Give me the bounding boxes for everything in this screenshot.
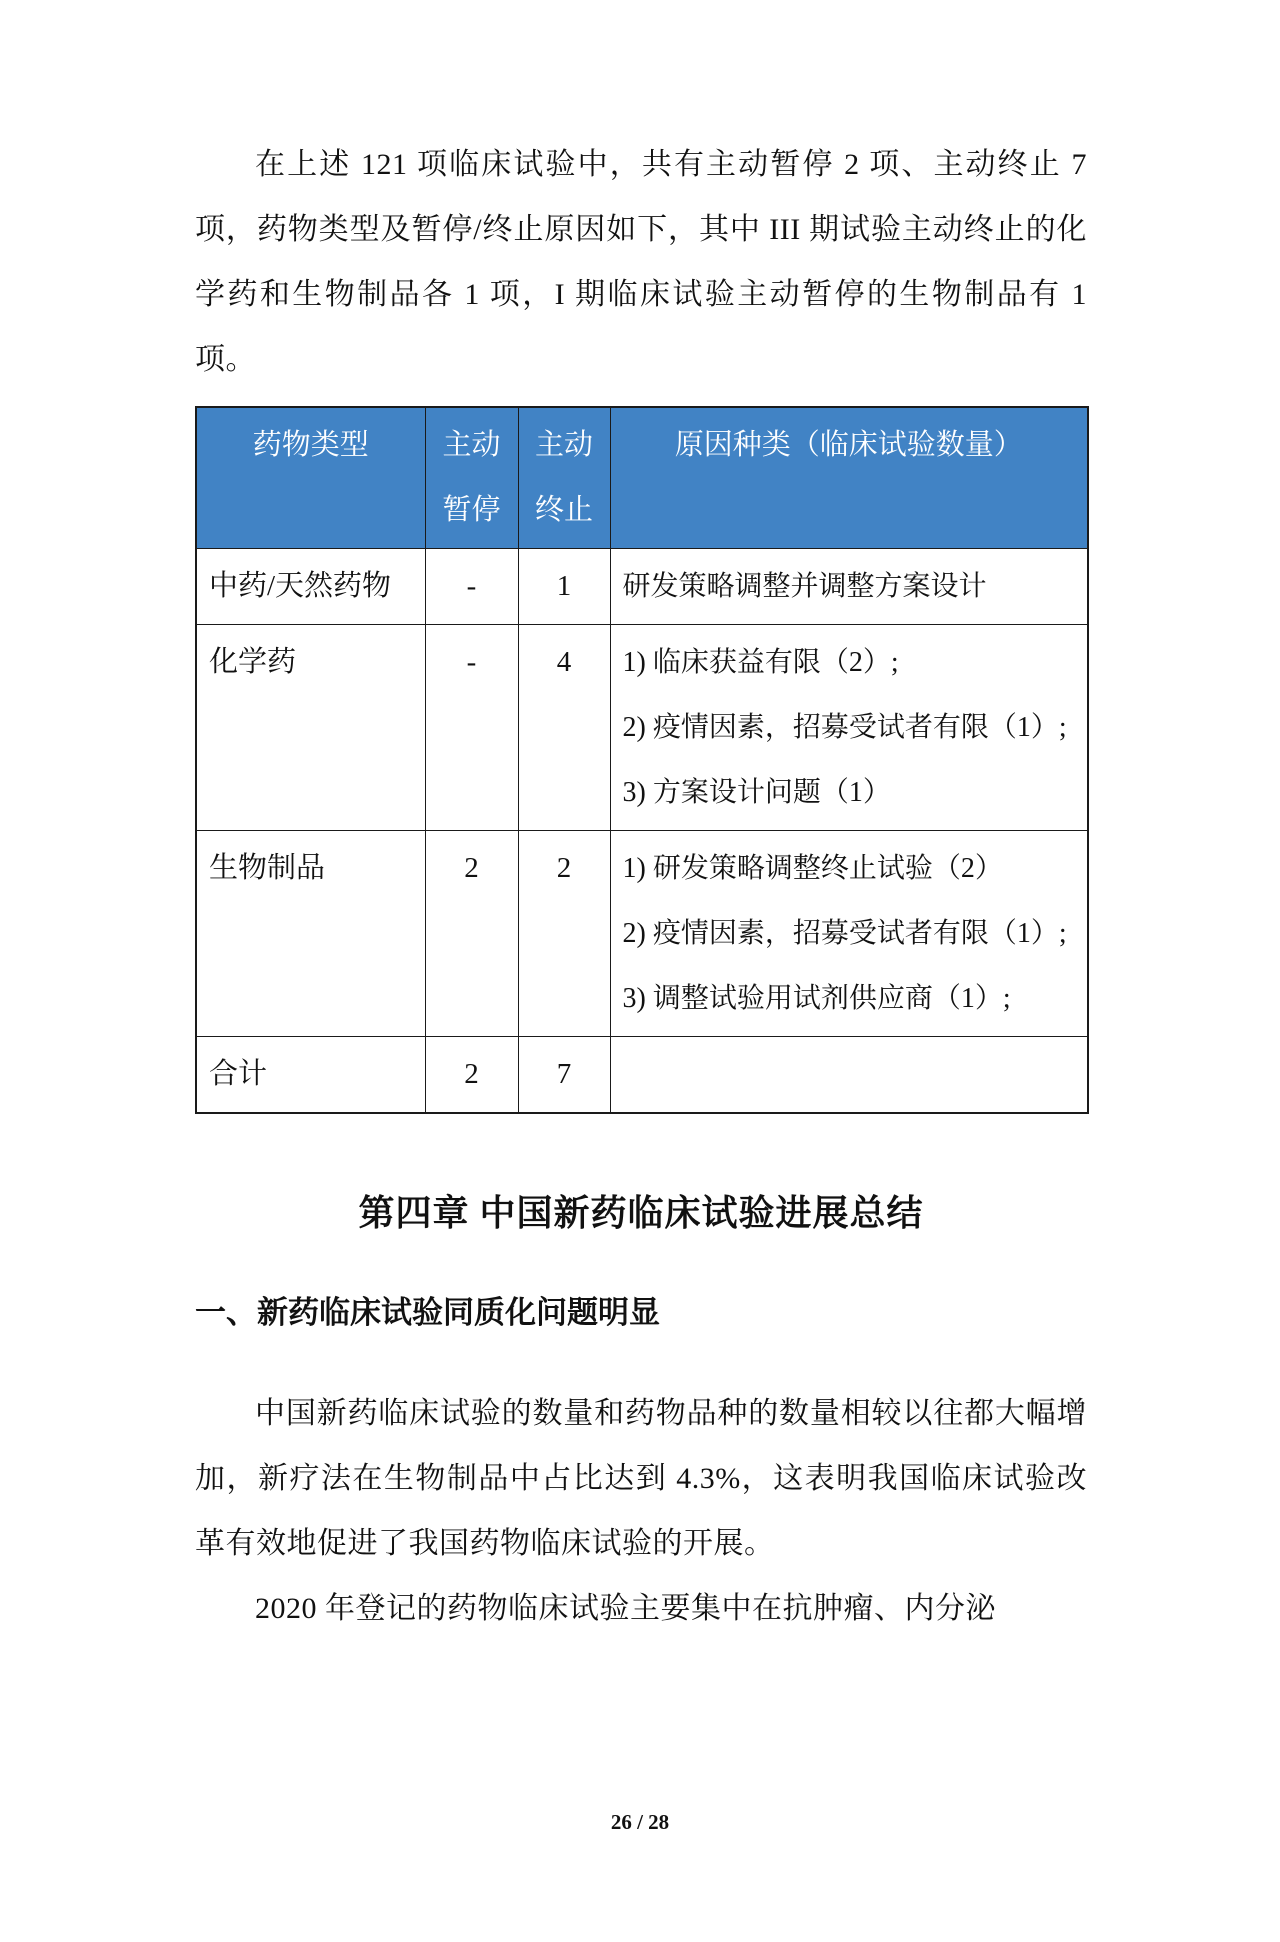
reason-line: 研发策略调整并调整方案设计 — [622, 571, 987, 602]
table-row — [196, 831, 1088, 1037]
paused-count-cell: 2 — [425, 1037, 518, 1114]
chapter-heading: 第四章 中国新药临床试验进展总结 — [358, 1193, 924, 1233]
col-header-terminated-line2: 终止 — [534, 494, 593, 526]
reason-line: 1) 临床获益有限（2）; — [622, 647, 899, 678]
terminated-count-cell: 1 — [518, 549, 610, 625]
section-heading: 一、新药临床试验同质化问题明显 — [195, 1295, 660, 1330]
reason-cell-empty — [610, 1037, 1088, 1114]
document-page — [0, 132, 1280, 1942]
terminated-count-cell: 2 — [518, 831, 610, 1037]
reason-line: 3) 调整试验用试剂供应商（1）; — [622, 983, 1011, 1014]
table-row — [196, 549, 1088, 625]
reason-line: 2) 疫情因素，招募受试者有限（1）; — [622, 918, 1067, 949]
reason-cell — [610, 625, 1088, 831]
col-header-paused-line1: 主动 — [442, 429, 501, 461]
paused-count-cell: - — [425, 549, 518, 625]
terminated-count-cell: 7 — [518, 1037, 610, 1114]
drug-type-cell: 合计 — [196, 1037, 425, 1114]
table-row-total — [196, 1037, 1088, 1114]
col-header-paused-line2: 暂停 — [442, 494, 501, 526]
paused-count-cell: - — [425, 625, 518, 831]
reason-cell — [610, 831, 1088, 1037]
table-header-row — [196, 407, 1088, 549]
col-header-terminated — [518, 407, 610, 549]
paragraph-2020-trials: 2020 年登记的药物临床试验主要集中在抗肿瘤、内分泌 — [255, 1592, 996, 1625]
page-number: 26 / 28 — [610, 1810, 670, 1834]
col-header-paused — [425, 407, 518, 549]
drug-type-cell: 中药/天然药物 — [196, 549, 425, 625]
reason-line: 3) 方案设计问题（1） — [622, 777, 891, 808]
col-header-reason: 原因种类（临床试验数量） — [610, 407, 1088, 549]
table-row — [196, 625, 1088, 831]
paragraph-homogeneity: 中国新药临床试验的数量和药物品种的数量相较以往都大幅增加，新疗法在生物制品中占比达到 4.3%，这表明我国临床试验改革有效地促进了我国药物临床试验的开展。 — [195, 1397, 1087, 1560]
intro-paragraph: 在上述 121 项临床试验中，共有主动暂停 2 项、主动终止 7 项，药物类型及暂停/终止原因如下，其中 III 期试验主动终止的化学药和生物制品各 1 项，I 期临床试验主动暂停的生物制品有 1 项。 — [195, 148, 1087, 376]
col-header-drug-type: 药物类型 — [196, 407, 425, 549]
drug-type-cell: 生物制品 — [196, 831, 425, 1037]
suspension-termination-table — [195, 406, 1089, 1114]
reason-line: 1) 研发策略调整终止试验（2） — [622, 853, 1003, 884]
page-content — [0, 132, 1280, 1641]
drug-type-cell: 化学药 — [196, 625, 425, 831]
reason-line: 2) 疫情因素，招募受试者有限（1）; — [622, 712, 1067, 743]
reason-cell — [610, 549, 1088, 625]
terminated-count-cell: 4 — [518, 625, 610, 831]
col-header-terminated-line1: 主动 — [534, 429, 593, 461]
paused-count-cell: 2 — [425, 831, 518, 1037]
